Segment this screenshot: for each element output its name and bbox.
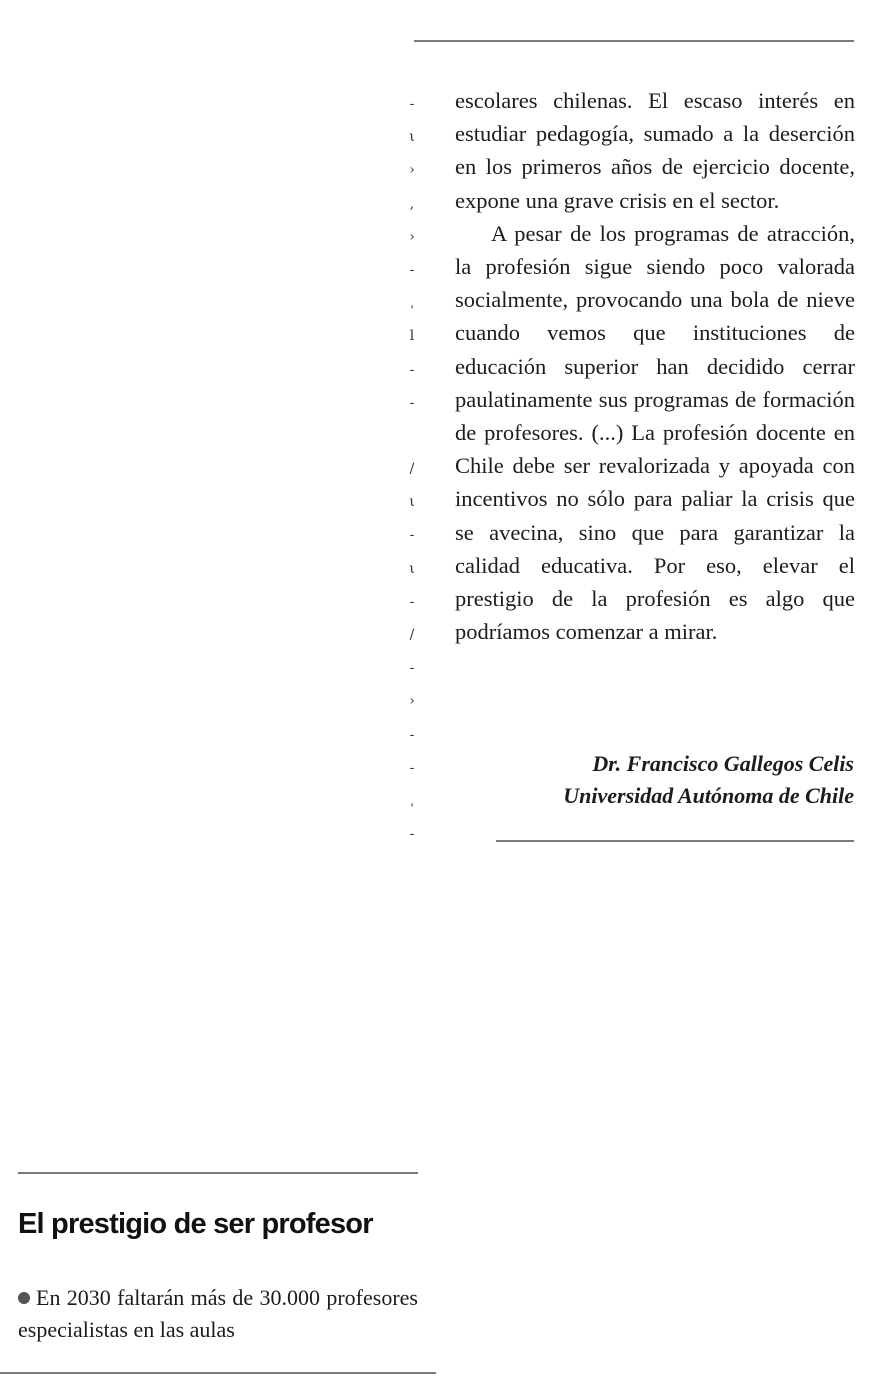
column-fragment-mark: - xyxy=(409,826,415,843)
bullet-icon xyxy=(18,1292,30,1304)
bottom-divider xyxy=(0,1372,436,1374)
column-fragment-mark: ˌ xyxy=(410,792,414,809)
column-fragment-mark: - xyxy=(409,759,415,776)
column-fragment-mark: ι xyxy=(409,560,415,577)
column-fragment-mark: ˌ xyxy=(410,295,414,312)
letter-signature xyxy=(563,748,854,812)
lede-content: En 2030 faltarán más de 30.000 profesores especialistas en las aulas xyxy=(18,1285,418,1342)
column-fragment-mark: ι xyxy=(409,129,415,146)
column-fragment-mark: - xyxy=(409,726,415,743)
column-fragment-mark: / xyxy=(409,461,415,478)
column-fragment-mark: - xyxy=(409,261,415,278)
signature-divider xyxy=(496,840,854,842)
letter-body xyxy=(455,84,855,648)
column-fragment-mark: , xyxy=(409,195,415,212)
author-name: Dr. Francisco Gallegos Celis xyxy=(592,751,854,776)
headline-divider xyxy=(18,1172,418,1174)
column-fragment-mark: › xyxy=(409,228,415,245)
lede-text xyxy=(18,1282,418,1346)
column-fragment-mark: / xyxy=(409,627,415,643)
column-fragment-mark: - xyxy=(409,394,415,411)
column-fragment-mark xyxy=(406,420,418,453)
column-fragment-mark: - xyxy=(409,527,415,544)
column-fragment-mark: - xyxy=(409,361,415,378)
column-fragment-mark: › xyxy=(409,162,415,179)
letter-paragraph-1: escolares chilenas. El escaso interés en estudiar pedagogía, sumado a la deserción en los primeros años de ejercicio docente, expone una grave crisis en el sector. xyxy=(455,88,855,213)
column-fragment-mark: › xyxy=(409,693,415,710)
top-divider xyxy=(414,40,854,42)
letter-paragraph-2: A pesar de los programas de atracción, la profesión sigue siendo poco valorada socialmente, provocando una bola de nieve cuando vemos que instituciones de educación superior han decidido cerrar paulatinamente sus programas de formación de profesores. (...) La profesión docente en Chile debe ser revalorizada y apoyada con incentivos no sólo para paliar la crisis que se avecina, sino que para garantizar la calidad educativa. Por eso, elevar el prestigio de la profesión es algo que podríamos comenzar a mirar. xyxy=(455,220,855,645)
headline: El prestigio de ser profesor xyxy=(18,1208,373,1240)
column-fragment-mark: l xyxy=(409,328,415,345)
column-fragment-mark: ι xyxy=(409,494,415,511)
adjacent-column-fragments xyxy=(406,88,418,851)
column-fragment-mark: - xyxy=(409,660,415,677)
column-fragment-mark: - xyxy=(409,96,415,112)
column-fragment-mark: - xyxy=(409,593,415,610)
author-affiliation: Universidad Autónoma de Chile xyxy=(563,783,854,808)
